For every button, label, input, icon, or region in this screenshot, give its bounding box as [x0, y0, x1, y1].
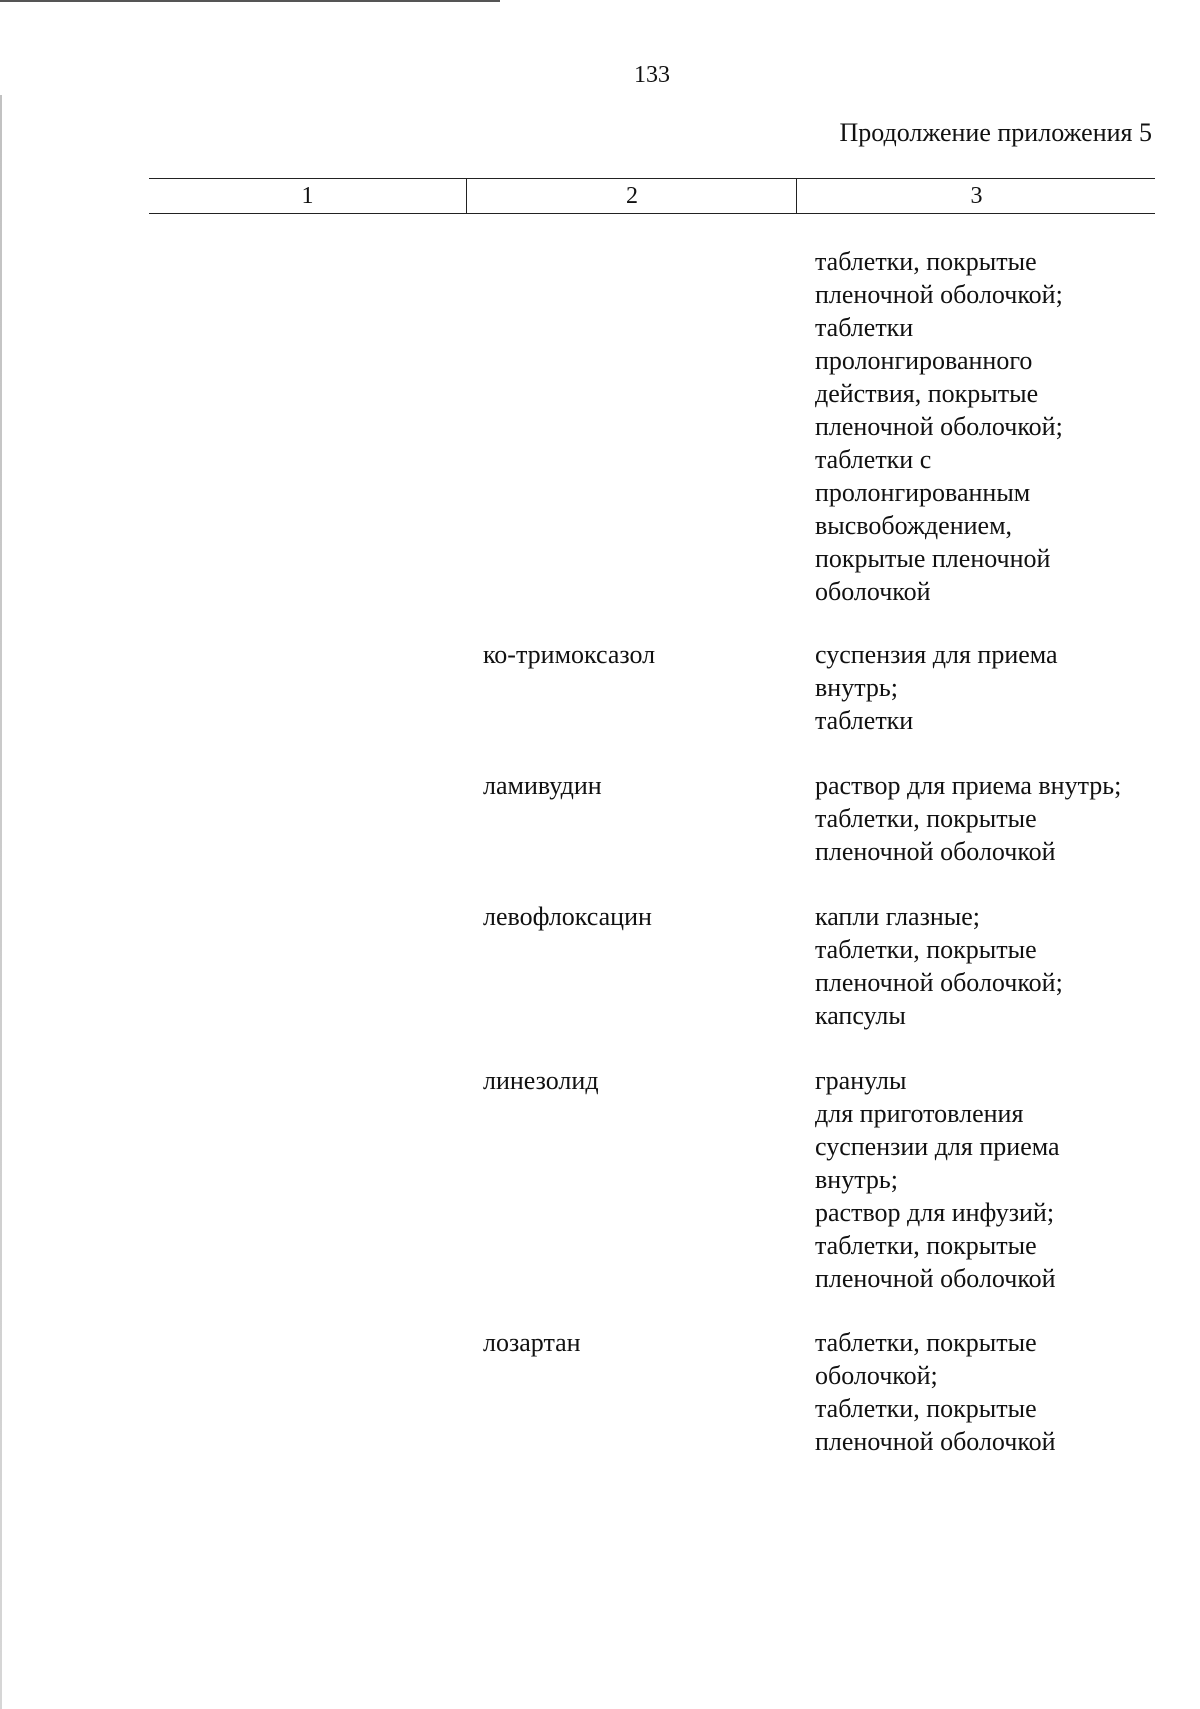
dosage-form-line: оболочкой	[815, 577, 931, 606]
dosage-form-line: гранулы	[815, 1066, 907, 1095]
dosage-form-line: пленочной оболочкой;	[815, 280, 1063, 309]
dosage-form-line: суспензии для приема	[815, 1132, 1060, 1161]
dosage-form-line: действия, покрытые	[815, 379, 1039, 408]
dosage-form-line: таблетки, покрытые	[815, 1231, 1037, 1260]
dosage-forms	[815, 769, 1121, 868]
dosage-form-line: внутрь;	[815, 1165, 898, 1194]
scan-edge-left	[0, 95, 2, 1709]
continuation-label: Продолжение приложения 5	[839, 118, 1152, 147]
dosage-form-line: капсулы	[815, 1001, 906, 1030]
drug-name: ламивудин	[483, 771, 602, 800]
dosage-form-line: оболочкой;	[815, 1361, 938, 1390]
dosage-forms	[815, 1064, 1060, 1295]
drug-name: линезолид	[483, 1066, 599, 1095]
dosage-form-line: пролонгированным	[815, 478, 1031, 507]
dosage-forms	[815, 245, 1063, 608]
dosage-form-line: таблетки	[815, 313, 914, 342]
scan-edge-top	[0, 0, 500, 2]
dosage-form-line: пленочной оболочкой	[815, 1264, 1056, 1293]
dosage-form-line: высвобождением,	[815, 511, 1013, 540]
dosage-form-line: таблетки, покрытые	[815, 247, 1037, 276]
dosage-form-line: раствор для приема внутрь;	[815, 771, 1122, 800]
dosage-form-line: таблетки, покрытые	[815, 1328, 1037, 1357]
table-header-col-2: 2	[466, 179, 797, 213]
dosage-form-line: внутрь;	[815, 673, 898, 702]
dosage-form-line: таблетки	[815, 706, 914, 735]
dosage-form-line: таблетки с	[815, 445, 932, 474]
dosage-form-line: таблетки, покрытые	[815, 1394, 1037, 1423]
dosage-form-line: капли глазные;	[815, 902, 981, 931]
dosage-form-line: пленочной оболочкой;	[815, 412, 1063, 441]
dosage-forms	[815, 638, 1058, 737]
drug-name: левофлоксацин	[483, 902, 652, 931]
page-number: 133	[634, 62, 670, 88]
dosage-form-line: суспензия для приема	[815, 640, 1058, 669]
table-header-col-1: 1	[301, 183, 314, 209]
table-header-col-3: 3	[796, 179, 1156, 213]
dosage-form-line: пленочной оболочкой	[815, 837, 1056, 866]
dosage-form-line: пленочной оболочкой	[815, 1427, 1056, 1456]
dosage-forms	[815, 900, 1063, 1032]
drug-name: ко-тримоксазол	[483, 640, 656, 669]
dosage-form-line: таблетки, покрытые	[815, 804, 1037, 833]
dosage-form-line: покрытые пленочной	[815, 544, 1051, 573]
dosage-form-line: пленочной оболочкой;	[815, 968, 1063, 997]
dosage-form-line: для приготовления	[815, 1099, 1024, 1128]
dosage-forms	[815, 1326, 1056, 1458]
table-header	[149, 178, 1155, 214]
dosage-form-line: раствор для инфузий;	[815, 1198, 1055, 1227]
drug-name: лозартан	[483, 1328, 581, 1357]
dosage-form-line: пролонгированного	[815, 346, 1033, 375]
dosage-form-line: таблетки, покрытые	[815, 935, 1037, 964]
